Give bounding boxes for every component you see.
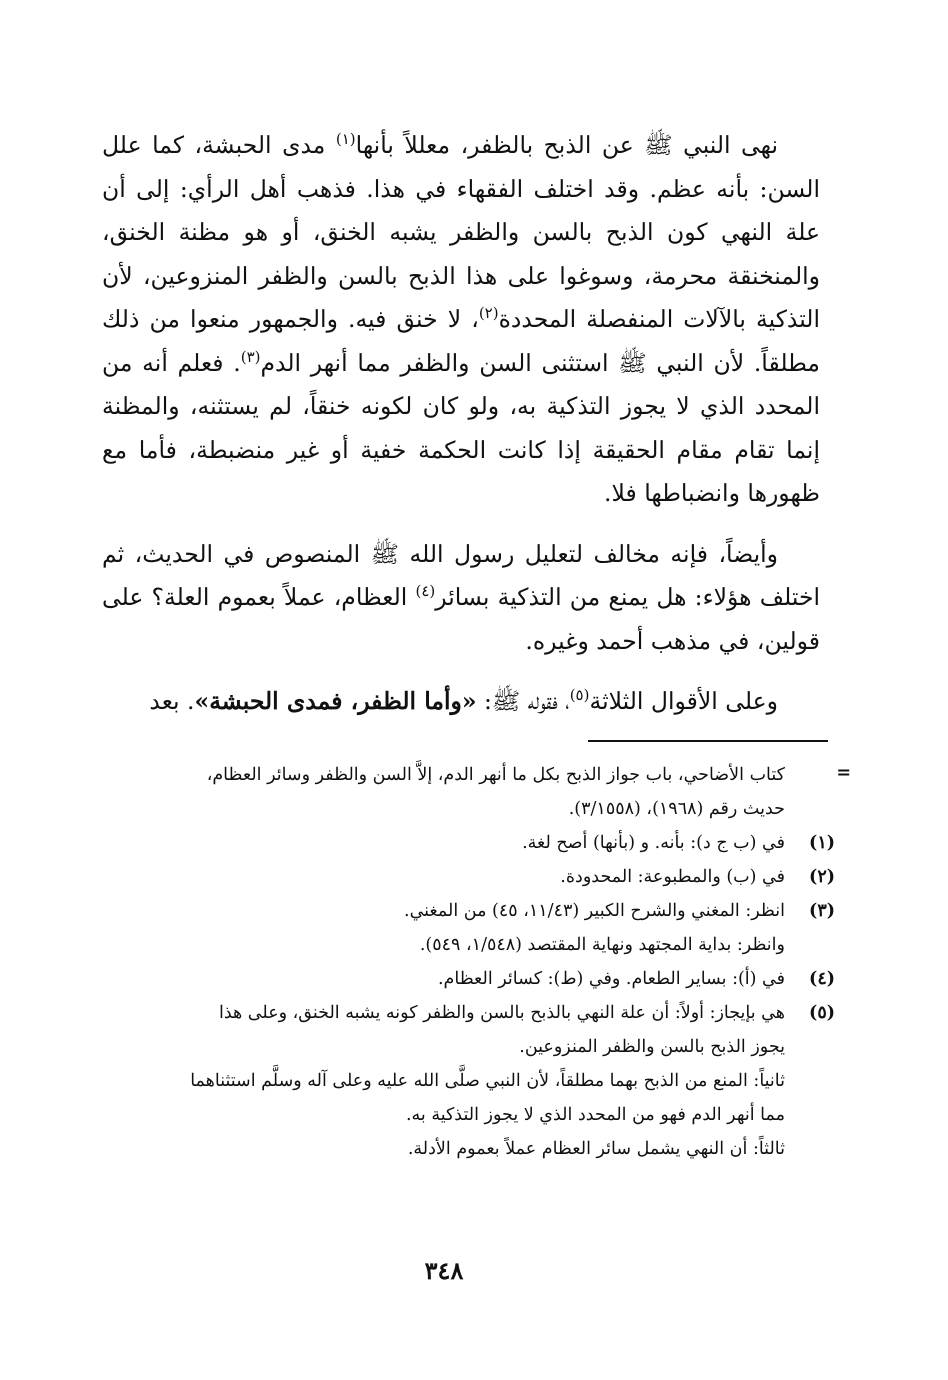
paragraph-3 <box>102 680 820 724</box>
footnote-3 <box>105 894 835 962</box>
text-segment: وأيضاً، فإنه مخالف لتعليل رسول الله ﷺ المنصوص في الحديث، ثم اختلف هؤلاء: هل يمنع من التذكية بسائر <box>102 539 820 611</box>
footnote-ref: (٣) <box>240 347 261 366</box>
footnote-separator <box>588 740 828 742</box>
footnote-line: حديث رقم (١٩٦٨)، (٣/١٥٥٨). <box>568 799 785 819</box>
text-segment: وعلى الأقوال الثلاثة <box>589 687 778 715</box>
footnote-line: في (أ): بساير الطعام. وفي (ط): كسائر العظام. <box>437 969 785 989</box>
footnote-line: كتاب الأضاحي، باب جواز الذبح بكل ما أنهر الدم، إلاَّ السن والظفر وسائر العظام، <box>206 765 785 785</box>
text-segment: ، لا خنق فيه. والجمهور منعوا من ذلك مطلقاً. لأن النبي ﷺ استثنى السن والظفر مما أنهر الدم <box>102 305 821 377</box>
footnote-line: هي بإيجاز: أولاً: أن علة النهي بالذبح بالسن والظفر كونه يشبه الخنق، وعلى هذا <box>218 1003 785 1023</box>
footnote-line: في (ب ج د): بأنه. و (بأنها) أصح لغة. <box>522 833 785 853</box>
footnote-line: يجوز الذبح بالسن والظفر المنزوعين. <box>519 1037 785 1057</box>
footnote-continuation <box>105 758 851 826</box>
paragraph-2 <box>102 533 820 664</box>
text-segment: العظام، عملاً بعموم العلة؟ على قولين، في مذهب أحمد وغيره. <box>102 583 820 655</box>
footnotes <box>105 758 851 1166</box>
footnote-4 <box>105 962 835 996</box>
footnote-ref: (٢) <box>478 304 499 323</box>
text-segment: . فعلم أنه من المحدد الذي لا يجوز التذكية به، ولو كان لكونه خنقاً، لم يستثنه، والمظنة إنما تقام مقام الحقيقة إذا كانت الحكمة خفية أو غير منضبطة، فأما مع ظهورها وانضباطها فلا. <box>102 348 820 507</box>
footnote-number: (٤) <box>809 969 835 989</box>
footnote-2 <box>105 860 835 894</box>
footnote-line: ثالثاً: أن النهي يشمل سائر العظام عملاً بعموم الأدلة. <box>407 1139 785 1159</box>
page-number: ٣٤٨ <box>424 1256 464 1285</box>
footnote-ref: (٤) <box>415 582 436 601</box>
footnote-number: (٢) <box>809 867 835 887</box>
footnote-1 <box>105 826 835 860</box>
footnote-ref: (١) <box>335 130 356 149</box>
footnote-line: انظر: المغني والشرح الكبير (١١/٤٣، ٤٥) من المغني. <box>404 901 785 921</box>
footnote-number: (١) <box>809 833 835 853</box>
footnote-5 <box>105 996 835 1166</box>
main-text <box>102 124 820 724</box>
continuation-mark: = <box>836 763 851 783</box>
footnote-number: (٥) <box>809 1003 835 1023</box>
paragraph-1 <box>102 124 820 516</box>
footnote-line: في (ب) والمطبوعة: المحدودة. <box>560 867 785 887</box>
text-segment: ، فقوله ﷺ: <box>476 687 570 715</box>
text-segment: مدى الحبشة، كما علل السن: بأنه عظم. وقد اختلف الفقهاء في هذا. فذهب أهل الرأي: إلى أن علة النهي كون الذبح بالسن والظفر يشبه الخنق، أو هو مظنة الخنق، والمنخنقة محرمة، وسوغوا على هذا الذبح بالسن والظفر المنزوعين، لأن التذكية بالآلات المنفصلة المحددة <box>102 131 821 333</box>
footnote-number: (٣) <box>809 901 835 921</box>
footnote-line: مما أنهر الدم فهو من المحدد الذي لا يجوز التذكية به. <box>405 1105 785 1125</box>
text-segment: . بعد <box>149 687 195 715</box>
text-segment: نهى النبي ﷺ عن الذبح بالظفر، معللاً بأنها <box>355 131 779 159</box>
hadith-quote: «وأما الظفر، فمدى الحبشة» <box>194 687 477 715</box>
footnote-line: ثانياً: المنع من الذبح بهما مطلقاً، لأن النبي صلَّى الله عليه وعلى آله وسلَّم استثناهما <box>190 1071 785 1091</box>
footnote-line: وانظر: بداية المجتهد ونهاية المقتصد (١/٥٤٨، ٥٤٩). <box>419 935 785 955</box>
footnote-ref: (٥) <box>569 686 590 705</box>
